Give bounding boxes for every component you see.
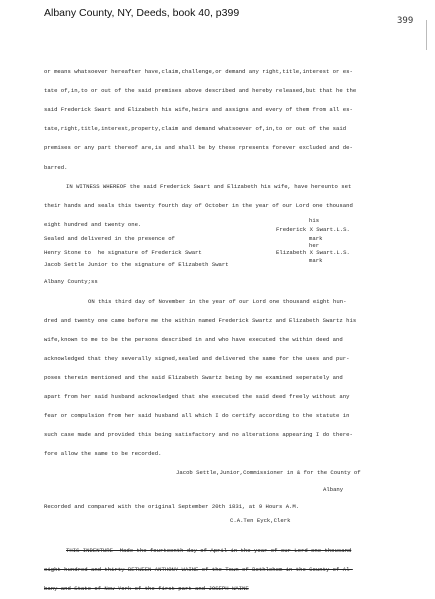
body-line: barred. <box>44 164 68 171</box>
county-line: Albany County;ss <box>44 278 98 285</box>
ack-line: wife,known to me to be the persons described in and who have executed the within deed and <box>44 336 343 343</box>
page-number: 399 <box>397 16 414 26</box>
commissioner-line: Albany <box>323 486 344 493</box>
ack-line: dred and twenty one came before me the within named Frederick Swartz and Elizabeth Swartz his <box>44 317 357 324</box>
sealed-line: Sealed and delivered in the presence of <box>44 235 175 242</box>
signature-mark: mark <box>309 257 323 264</box>
body-line: said Frederick Swart and Elizabeth his wife,heirs and assigns and every of them from all es- <box>44 106 353 113</box>
recorded-line: Recorded and compared with the original September 20th 1831, at 9 Hours A.M. <box>44 503 300 510</box>
witness-signature-line: Jacob Settle Junior to the signature of Elizabeth Swart <box>44 261 229 268</box>
witness-line: IN WITNESS WHEREOF the said Frederick Swart and Elizabeth his wife, have hereunto set <box>66 183 352 190</box>
signature-elizabeth: Elizabeth X Swart.L.S. <box>276 249 350 256</box>
body-line: tate,right,title,interest,property,claim and demand whatsoever of,in,to or out of the said <box>44 125 347 132</box>
commissioner-line: Jacob Settle,Junior,Commissioner in & for the County of <box>176 469 361 476</box>
clerk-line: C.A.Ten Eyck,Clerk <box>230 517 291 524</box>
body-line: tate of,in,to or out of the said premises above described and hereby released,but that he the <box>44 87 357 94</box>
witness-line: eight hundred and twenty one. <box>44 221 142 228</box>
signature-frederick: Frederick X Swart.L.S. <box>276 226 350 233</box>
page-header-title: Albany County, NY, Deeds, book 40, p399 <box>44 7 240 19</box>
ack-line: poses therein mentioned and the said Elizabeth Swartz being by me examined seperately and <box>44 374 343 381</box>
signature-mark: mark <box>309 235 323 242</box>
ack-line: ON this third day of November in the year of our Lord one thousand eight hun- <box>88 298 347 305</box>
margin-rule <box>426 20 427 50</box>
struck-line: bany and State of New York of the first part and JOSEPH WAINE <box>44 585 249 592</box>
witness-line: their hands and seals this twenty fourth day of October in the year of our Lord one thousand <box>44 202 353 209</box>
ack-line: acknowledged that they severally signed,sealed and delivered the same for the uses and pur- <box>44 355 350 362</box>
struck-line: THIS INDENTURE Made the fourteenth day of April in the year of our Lord one thousand <box>66 547 352 554</box>
ack-line: such case made and provided this being satisfactory and no alterations appearing I do there- <box>44 431 353 438</box>
ack-line: fear or compulsion from her said husband all which I do certify according to the statute in <box>44 412 350 419</box>
struck-line: eight hundred and thirty BETWEEN ANTHONY WAINE of the Town of Bethlehem in the County of Al- <box>44 566 353 573</box>
ack-line: apart from her said husband acknowledged that she executed the said deed freely without any <box>44 393 350 400</box>
witness-signature-line: Henry Stone to he signature of Frederick Swart <box>44 249 202 256</box>
signature-her: her <box>309 242 320 249</box>
ack-line: fore allow the same to be recorded. <box>44 450 162 457</box>
signature-his: his <box>309 217 320 224</box>
body-line: premises or any part thereof are,is and shall be by these rpresents forever excluded and de- <box>44 144 353 151</box>
body-line: or means whatsoever hereafter have,claim,challenge,or demand any right,title,interest or es- <box>44 68 353 75</box>
